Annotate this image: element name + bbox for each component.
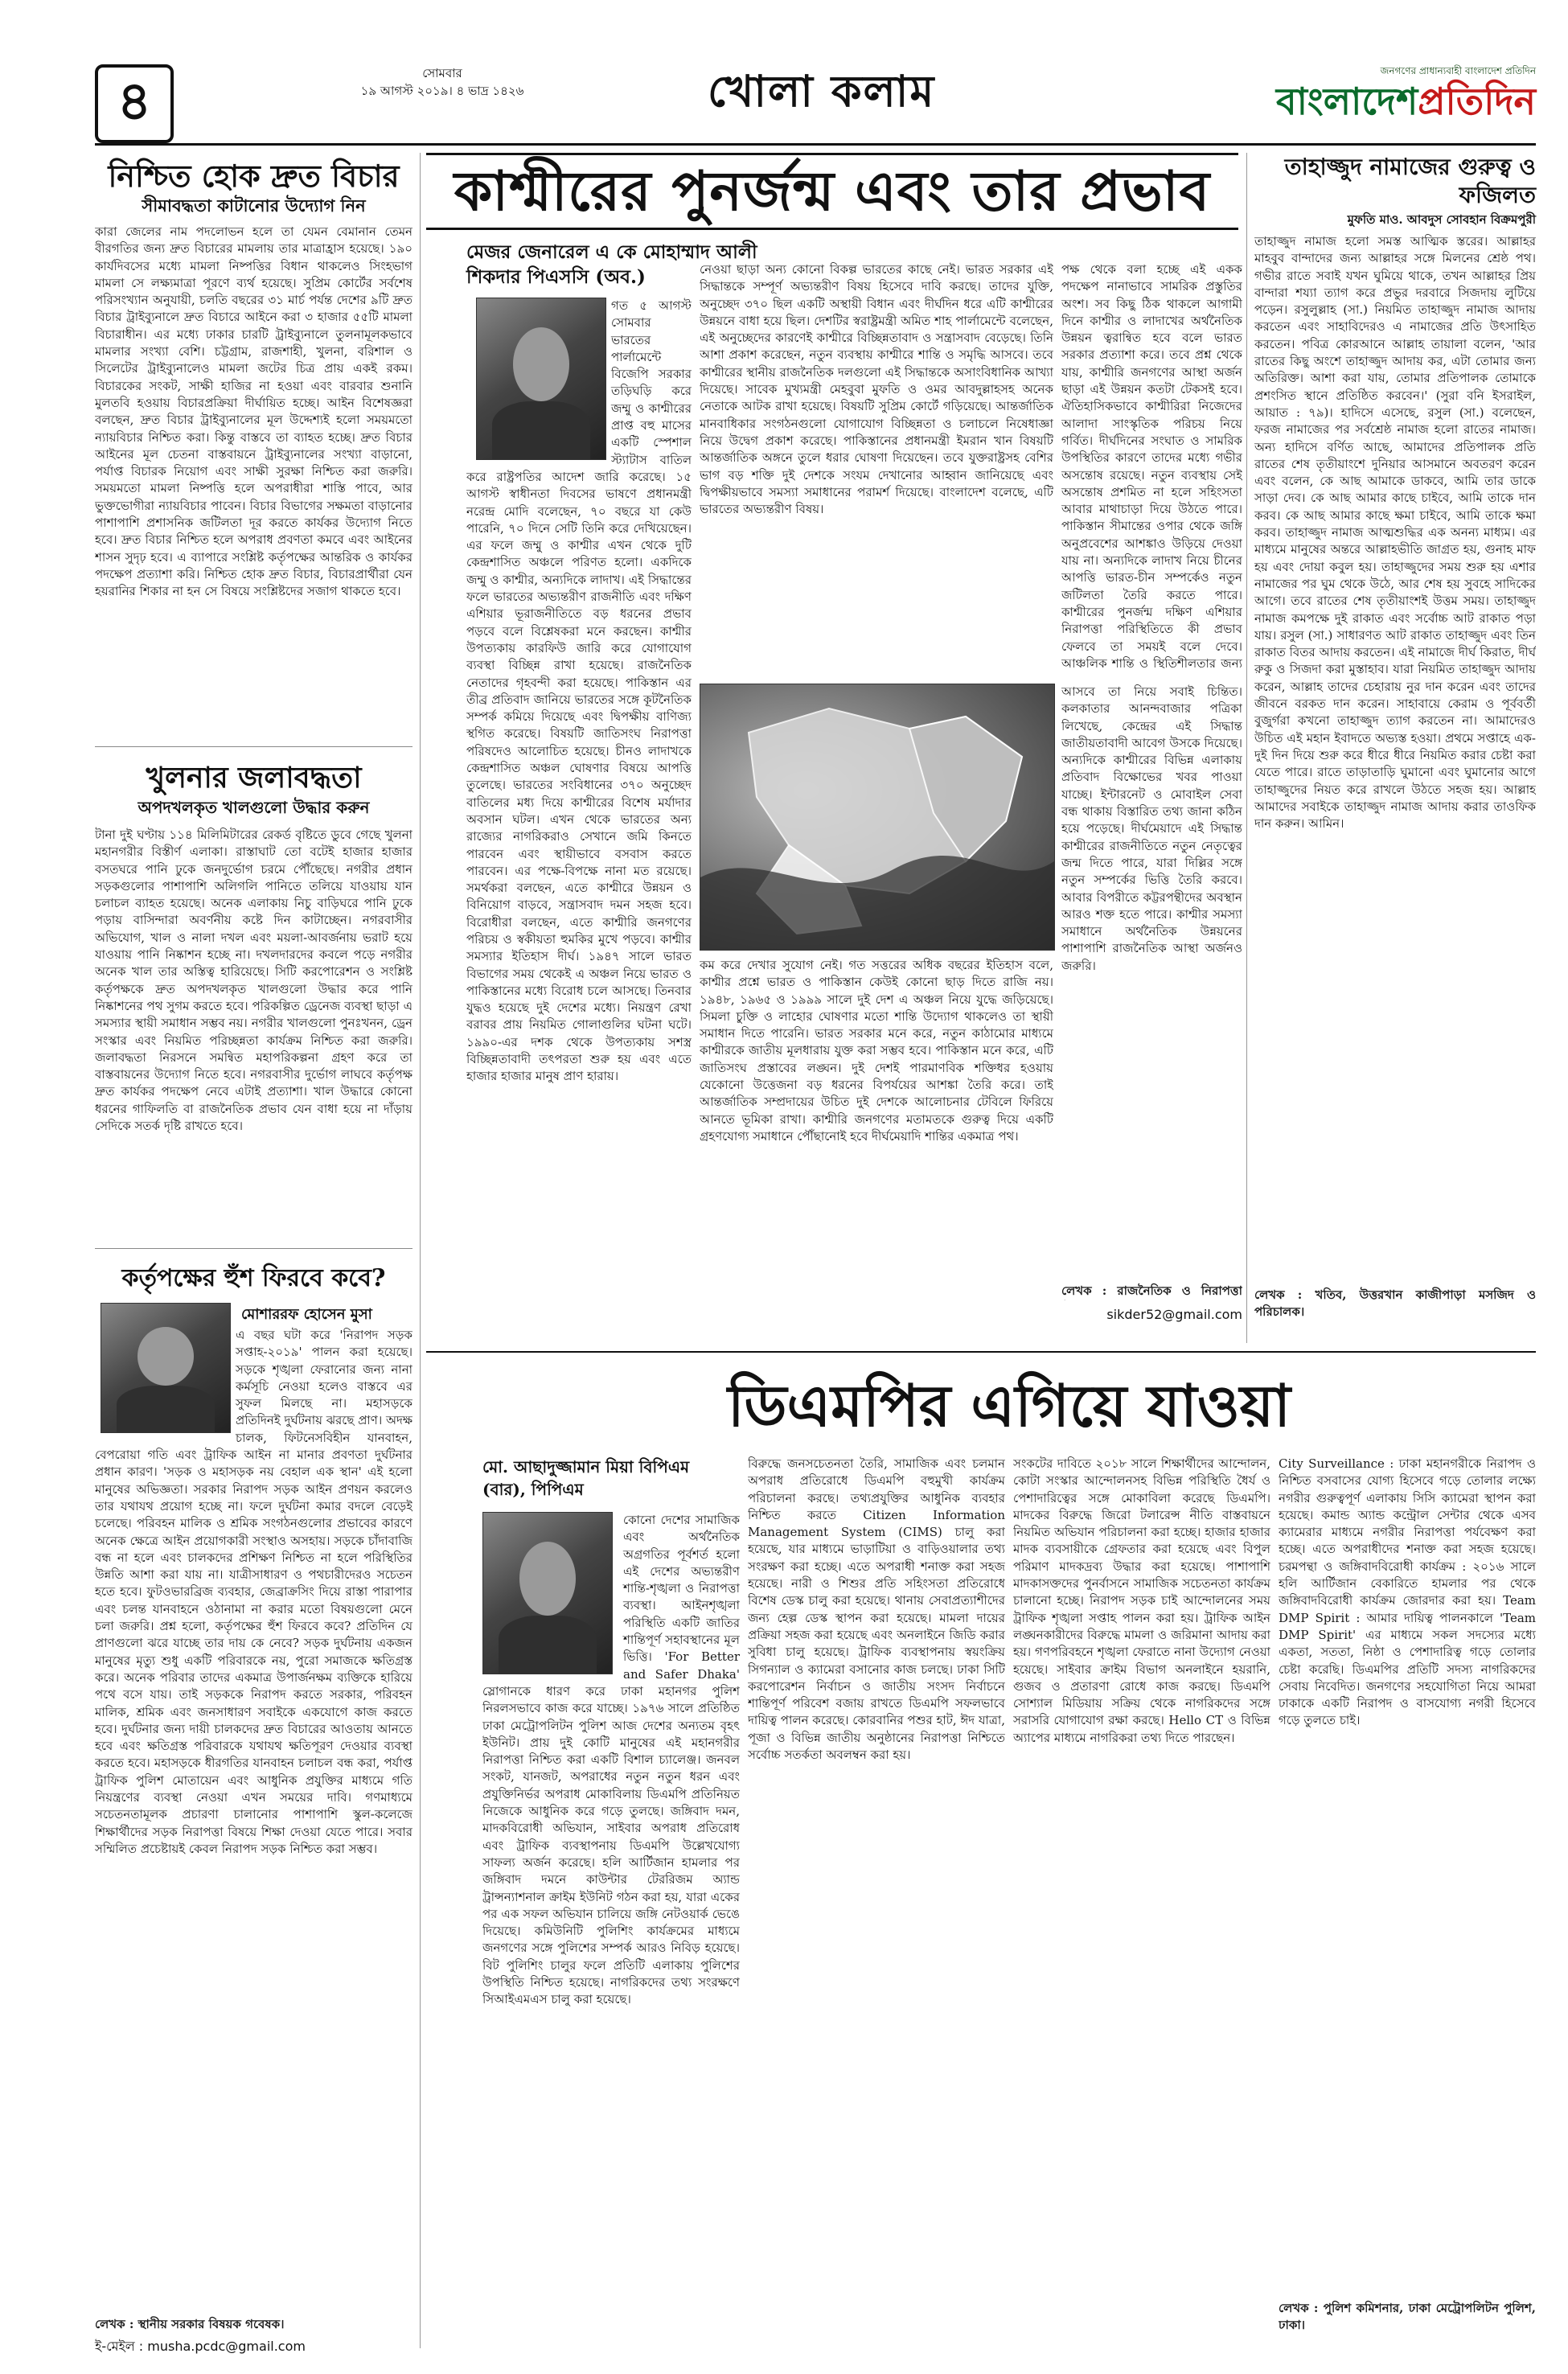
religious-body: তাহাজ্জুদ নামাজ হলো সমস্ত আত্মিক স্তরের। আল্লাহর মাহবুব বান্দাদের জন্য আল্লাহর সঙ্গে মিলনের শ্রেষ্ঠ পথ। গভীর রাতে সবাই যখন ঘুমিয়ে থাকে, তখন আল্লাহর প্রিয় বান্দারা শয্যা ত্যাগ করে প্রভুর দরবারে সিজদায় লুটিয়ে পড়েন। রসুলুল্লাহ (সা.) নিয়মিত তাহাজ্জুদ নামাজ আদায় করতেন এবং সাহাবিদেরও এ নামাজের প্রতি উৎসাহিত করতেন। পবিত্র কোরআনে আল্লাহ তায়ালা বলেন, 'আর রাতের কিছু অংশে তাহাজ্জুদ আদায় কর, এটা তোমার জন্য অতিরিক্ত। আশা করা যায়, তোমার প্রতিপালক তোমাকে প্রশংসিত স্থানে প্রতিষ্ঠিত করবেন।' (সুরা বনি ইসরাইল, আয়াত : ৭৯)। হাদিসে এসেছে, রসুল (সা.) বলেছেন, ফরজ নামাজের পর সর্বশ্রেষ্ঠ নামাজ হলো রাতের নামাজ। অন্য হাদিসে বর্ণিত আছে, আমাদের প্রতিপালক প্রতি রাতের শেষ তৃতীয়াংশে দুনিয়ার আসমানে অবতরণ করেন এবং বলেন, কে আছ আমাকে ডাকবে, আমি তার ডাকে সাড়া দেব। কে আছ আমার কাছে চাইবে, আমি তাকে দান করব। কে আছ আমার কাছে ক্ষমা চাইবে, আমি তাকে ক্ষমা করব। তাহাজ্জুদ নামাজ আত্মশুদ্ধির এক অনন্য মাধ্যম। এর মাধ্যমে মানুষের অন্তরে আল্লাহভীতি জাগ্রত হয়, গুনাহ মাফ হয় এবং দোয়া কবুল হয়। তাহাজ্জুদের সময় শুরু হয় এশার নামাজের পর ঘুম থেকে উঠে, আর শেষ হয় সুবহে সাদিকের আগে। তবে রাতের শেষ তৃতীয়াংশই উত্তম সময়। তাহাজ্জুদ নামাজ কমপক্ষে দুই রাকাত এবং সর্বোচ্চ আট রাকাত পড়া যায়। রসুল (সা.) সাধারণত আট রাকাত তাহাজ্জুদ এবং তিন রাকাত বিতর আদায় করতেন। এই নামাজে দীর্ঘ কিরাত, দীর্ঘ রুকু ও সিজদা করা মুস্তাহাব। যারা নিয়মিত তাহাজ্জুদ আদায় করেন, আল্লাহ তাদের চেহারায় নুর দান করেন এবং তাদের জীবনে বরকত দান করেন। সাহাবায়ে কেরাম ও পূর্ববর্তী বুজুর্গরা কখনো তাহাজ্জুদ ত্যাগ করতেন না। আমাদেরও উচিত এই মহান ইবাদতে অভ্যস্ত হওয়া। প্রথমে সপ্তাহে এক-দুই দিন দিয়ে শুরু করে ধীরে ধীরে নিয়মিত করার চেষ্টা করা যেতে পারে। রাতে তাড়াতাড়ি ঘুমানো এবং ঘুমানোর আগে তাহাজ্জুদের নিয়ত করে রাখলে উঠতে সহজ হয়। আল্লাহ আমাদের সবাইকে তাহাজ্জুদ নামাজ আদায় করার তাওফিক দান করুন। আমিন।	[1254, 234, 1536, 832]
bottom-body-col3: সংকটের দাবিতে ২০১৮ সালে শিক্ষার্থীদের আন্দোলন, কোটা সংস্কার আন্দোলনসহ বিভিন্ন পরিস্থিতি ধৈর্য ও পেশাদারিত্বের সঙ্গে মোকাবিলা করেছে ডিএমপি। মাদকের বিরুদ্ধে জিরো টলারেন্স নীতি বাস্তবায়নে নিয়মিত অভিযান পরিচালনা করা হচ্ছে। হাজার হাজার মাদক ব্যবসায়ীকে গ্রেফতার করা হয়েছে এবং বিপুল পরিমাণ মাদকদ্রব্য উদ্ধার করা হয়েছে। পাশাপাশি মাদকাসক্তদের পুনর্বাসনে সামাজিক সচেতনতা কার্যক্রম চালানো হচ্ছে। নিরাপদ সড়ক চাই আন্দোলনের সময় ট্রাফিক শৃঙ্খলা সপ্তাহ পালন করা হয়। ট্রাফিক আইন লঙ্ঘনকারীদের বিরুদ্ধে মামলা ও জরিমানা আদায় করা হয়। গণপরিবহনে শৃঙ্খলা ফেরাতে নানা উদ্যোগ নেওয়া হয়েছে। সাইবার ক্রাইম বিভাগ অনলাইনে হয়রানি, গুজব ও প্রতারণা রোধে কাজ করছে। ডিএমপি সোশ্যাল মিডিয়ায় সক্রিয় থেকে নাগরিকদের সঙ্গে সরাসরি যোগাযোগ রক্ষা করছে। Hello CT ও বিভিন্ন অ্যাপের মাধ্যমে নাগরিকরা তথ্য দিতে পারছেন।	[1013, 1456, 1270, 1745]
column-rule	[420, 153, 421, 2348]
editorial-1-subtitle: সীমাবদ্ধতা কাটানোর উদ্যোগ নিন	[142, 195, 366, 216]
brand-part2: প্রতিদিন	[1418, 80, 1536, 123]
divider	[95, 746, 413, 747]
page-number: ৪	[95, 64, 174, 143]
editorial-1-body: কারা জেলের নাম পদলোভন হলে তা যেমন বেমানান তেমন বীরগতির জন্য দ্রুত বিচারের মামলায় তার মাত্রাহ্রাস হয়েছে। ১৯০ কার্যদিবসের মধ্যে মামলা নিষ্পত্তির বিধান থাকলেও সিংহভাগ মামলা সে লক্ষ্যমাত্রা পূরণে ব্যর্থ হয়েছে। সুপ্রিম কোর্টের সর্বশেষ পরিসংখ্যান অনুযায়ী, চলতি বছরের ৩১ মার্চ পর্যন্ত দেশের ৯টি দ্রুত বিচার ট্রাইব্যুনালে দ্রুত বিচারে আইনে করা ৩ হাজার ৫৫টি মামলা বিচারাধীন। এর মধ্যে ঢাকার চারটি ট্রাইব্যুনালে তুলনামূলকভাবে মামলার সংখ্যা বেশি। চট্টগ্রাম, রাজশাহী, খুলনা, বরিশাল ও সিলেটের ট্রাইব্যুনালেও মামলা জটের চিত্র প্রায় একই রকম। বিচারকের সংকট, সাক্ষী হাজির না হওয়া এবং বারবার শুনানি মুলতবি হওয়ায় বিচারপ্রক্রিয়া দীর্ঘায়িত হচ্ছে। আইন বিশেষজ্ঞরা বলছেন, দ্রুত বিচার ট্রাইব্যুনালের মূল উদ্দেশ্যই হলো সময়মতো ন্যায়বিচার নিশ্চিত করা। কিন্তু বাস্তবে তা ব্যাহত হচ্ছে। দ্রুত বিচার আইনের মূল চেতনা বাস্তবায়নে ট্রাইব্যুনালের সংখ্যা বাড়ানো, পর্যাপ্ত বিচারক নিয়োগ এবং সাক্ষী সুরক্ষা নিশ্চিত করা জরুরি। সময়মতো মামলা নিষ্পত্তি হলে অপরাধীরা শাস্তি পাবে, আর ভুক্তভোগীরা ন্যায়বিচার পাবেন। বিচার বিভাগের সক্ষমতা বাড়ানোর পাশাপাশি প্রশাসনিক জটিলতা দূর করতে কার্যকর উদ্যোগ নিতে হবে। দ্রুত বিচার নিশ্চিত হলে অপরাধ প্রবণতা কমবে এবং আইনের শাসন সুদৃঢ় হবে। এ ব্যাপারে সংশ্লিষ্ট কর্তৃপক্ষের আন্তরিক ও কার্যকর পদক্ষেপ প্রত্যাশা করি। নিশ্চিত হোক দ্রুত বিচার, বিচারপ্রার্থীরা যেন হয়রানির শিকার না হন সে বিষয়ে সংশ্লিষ্টদের সজাগ থাকতে হবে।	[95, 224, 413, 599]
main-headline: কাশ্মীরের পুনর্জন্ম এবং তার প্রভাব	[426, 153, 1238, 230]
photo-wrap-space	[482, 1512, 623, 1681]
editorial-2-body: টানা দুই ঘণ্টায় ১১৪ মিলিমিটারের রেকর্ড বৃষ্টিতে ডুবে গেছে খুলনা মহানগরীর বিস্তীর্ণ এলাকা। রাস্তাঘাট তো বটেই হাজার হাজার বসতঘরে পানি ঢুকে জনদুর্ভোগ চরমে পৌঁছেছে। নগরীর প্রধান সড়কগুলোর পাশাপাশি অলিগলি পানিতে তলিয়ে যাওয়ায় যান চলাচল ব্যাহত হয়েছে। অনেক এলাকায় নিচু বাড়িঘরে পানি ঢুকে পড়ায় বাসিন্দারা অবর্ণনীয় কষ্টে দিন কাটাচ্ছেন। নগরবাসীর অভিযোগ, খাল ও নালা দখল এবং ময়লা-আবর্জনায় ভরাট হয়ে যাওয়ায় পানি নিষ্কাশন হচ্ছে না। দখলদারদের কবলে পড়ে নগরীর অনেক খাল তার অস্তিত্ব হারিয়েছে। সিটি করপোরেশন ও সংশ্লিষ্ট কর্তৃপক্ষকে দ্রুত অপদখলকৃত খালগুলো উদ্ধার করে পানি নিষ্কাশনের পথ সুগম করতে হবে। পরিকল্পিত ড্রেনেজ ব্যবস্থা ছাড়া এ সমস্যার স্থায়ী সমাধান সম্ভব নয়। নগরীর খালগুলো পুনঃখনন, ড্রেন সংস্কার এবং নিয়মিত পরিচ্ছন্নতা কার্যক্রম নিশ্চিত করা জরুরি। জলাবদ্ধতা নিরসনে সমন্বিত মহাপরিকল্পনা গ্রহণ করে তা বাস্তবায়নের উদ্যোগ নিতে হবে। নগরবাসীর দুর্ভোগ লাঘবে কর্তৃপক্ষ দ্রুত কার্যকর পদক্ষেপ নেবে এটাই প্রত্যাশা। খাল উদ্ধারে কোনো ধরনের গাফিলতি বা রাজনৈতিক প্রভাব যেন বাধা হয়ে না দাঁড়ায় সেদিকে সতর্ক দৃষ্টি রাখতে হবে।	[95, 828, 413, 1134]
photo-wrap-space	[95, 1327, 236, 1440]
main-author: মেজর জেনারেল এ কে মোহাম্মাদ আলী শিকদার পিএসসি (অব.)	[466, 241, 757, 289]
bottom-headline: ডিএমপির এগিয়ে যাওয়া	[727, 1371, 1291, 1440]
section-divider	[426, 1351, 1536, 1353]
brand-tagline: জনগণের প্রাধান্যবাহী বাংলাদেশ প্রতিদিন	[1380, 65, 1536, 76]
main-body-col4: কম করে দেখার সুযোগ নেই। গত সত্তরের অধিক বছরের ইতিহাস বলে, কাশ্মীর প্রশ্নে ভারত ও পাকিস্তান কেউই কোনো ছাড় দিতে রাজি নয়। ১৯৪৮, ১৯৬৫ ও ১৯৯৯ সালে দুই দেশ এ অঞ্চল নিয়ে যুদ্ধে জড়িয়েছে। সিমলা চুক্তি ও লাহোর ঘোষণার মতো শান্তি উদ্যোগ থাকলেও তা স্থায়ী সমাধান দিতে পারেনি। ভারত সরকার মনে করে, নতুন কাঠামোর মাধ্যমে কাশ্মীরকে জাতীয় মূলধারায় যুক্ত করা সম্ভব হবে। পাকিস্তান মনে করে, এটি জাতিসংঘ প্রস্তাবের লঙ্ঘন। দুই দেশই পারমাণবিক শক্তিধর হওয়ায় যেকোনো উত্তেজনা বড় ধরনের বিপর্যয়ের আশঙ্কা তৈরি করে। তাই আন্তর্জাতিক সম্প্রদায়ের উচিত দুই দেশকে আলোচনার টেবিলে ফিরিয়ে আনতে ভূমিকা রাখা। কাশ্মীরি জনগণের মতামতকে গুরুত্ব দিয়ে একটি গ্রহণযোগ্য সমাধানে পৌঁছানোই হবে দীর্ঘমেয়াদি শান্তির একমাত্র পথ।	[700, 958, 1053, 1144]
main-body-col1-text: গত ৫ আগস্ট সোমবার ভারতের পার্লামেন্টে বিজেপি সরকার তড়িঘড়ি করে জম্মু ও কাশ্মীরের প্রাপ্ত বহু মাসের একটি স্পেশাল স্ট্যাটাস বাতিল করে রাষ্ট্রপতির আদেশ জারি করেছে। ১৫ আগস্ট স্বাধীনতা দিবসের ভাষণে প্রধানমন্ত্রী নরেন্দ্র মোদি বলেছেন, ৭০ বছরে যা কেউ পারেনি, ৭০ দিনে সেটি তিনি করে দেখিয়েছেন। এর ফলে জম্মু ও কাশ্মীর এখন থেকে দুটি কেন্দ্রশাসিত অঞ্চলে পরিণত হলো। একদিকে জম্মু ও কাশ্মীর, অন্যদিকে লাদাখ। এই সিদ্ধান্তের ফলে ভারতের অভ্যন্তরীণ রাজনীতি এবং দক্ষিণ এশিয়ার ভূরাজনীতিতে বড় ধরনের প্রভাব পড়বে বলে বিশ্লেষকরা মনে করছেন। কাশ্মীর উপত্যকায় কারফিউ জারি করে যোগাযোগ ব্যবস্থা বিচ্ছিন্ন রাখা হয়েছে। রাজনৈতিক নেতাদের গৃহবন্দী করা হয়েছে। পাকিস্তান এর তীব্র প্রতিবাদ জানিয়ে ভারতের সঙ্গে কূটনৈতিক সম্পর্ক কমিয়ে দিয়েছে এবং দ্বিপক্ষীয় বাণিজ্য স্থগিত করেছে। বিষয়টি জাতিসংঘ নিরাপত্তা পরিষদেও আলোচিত হয়েছে। চীনও লাদাখকে কেন্দ্রশাসিত অঞ্চল ঘোষণার বিষয়ে আপত্তি তুলেছে। ভারতের সংবিধানের ৩৭০ অনুচ্ছেদ বাতিলের মধ্য দিয়ে কাশ্মীরের বিশেষ মর্যাদার অবসান ঘটল। এখন থেকে ভারতের অন্য রাজ্যের নাগরিকরাও সেখানে জমি কিনতে পারবেন এবং স্থায়ীভাবে বসবাস করতে পারবেন। এর পক্ষে-বিপক্ষে নানা মত রয়েছে। সমর্থকরা বলছেন, এতে কাশ্মীরে উন্নয়ন ও বিনিয়োগ বাড়বে, সন্ত্রাসবাদ দমন সহজ হবে। বিরোধীরা বলছেন, এতে কাশ্মীরি জনগণের পরিচয় ও স্বকীয়তা হুমকির মুখে পড়বে। কাশ্মীর সমস্যার ইতিহাস দীর্ঘ। ১৯৪৭ সালে ভারত বিভাগের সময় থেকেই এ অঞ্চল নিয়ে ভারত ও পাকিস্তানের মধ্যে বিরোধ চলে আসছে। তিনবার যুদ্ধও হয়েছে দুই দেশের মধ্যে। নিয়ন্ত্রণ রেখা বরাবর প্রায় নিয়মিত গোলাগুলির ঘটনা ঘটে। ১৯৯০-এর দশক থেকে উপত্যকায় সশস্ত্র বিচ্ছিন্নতাবাদী তৎপরতা শুরু হয় এবং এতে হাজার হাজার মানুষ প্রাণ হারায়।	[466, 298, 692, 1084]
main-body-col5: আসবে তা নিয়ে সবাই চিন্তিত। কলকাতার আনন্দবাজার পত্রিকা লিখেছে, কেন্দ্রের এই সিদ্ধান্ত জাতীয়তাবাদী আবেগ উসকে দিয়েছে। অন্যদিকে কাশ্মীরের বিভিন্ন এলাকায় প্রতিবাদ বিক্ষোভের খবর পাওয়া যাচ্ছে। ইন্টারনেট ও মোবাইল সেবা বন্ধ থাকায় বিস্তারিত তথ্য জানা কঠিন হয়ে পড়েছে। দীর্ঘমেয়াদে এই সিদ্ধান্ত কাশ্মীরের রাজনীতিতে নতুন নেতৃত্বের জন্ম দিতে পারে, যারা দিল্লির সঙ্গে নতুন সম্পর্কের ভিত্তি তৈরি করবে। আবার বিপরীতে কট্টরপন্থীদের অবস্থান আরও শক্ত হতে পারে। কাশ্মীর সমস্যা সমাধানে অর্থনৈতিক উন্নয়নের পাশাপাশি রাজনৈতিক আস্থা অর্জনও জরুরি।	[1061, 684, 1242, 973]
photo-wrap-space	[466, 298, 611, 466]
editorial-2-subtitle: অপদখলকৃত খালগুলো উদ্ধার করুন	[138, 798, 370, 817]
main-email: sikder52@gmail.com	[1106, 1307, 1242, 1322]
section-title: খোলা কলাম	[708, 65, 936, 117]
bottom-body-col2: বিরুদ্ধে জনসচেতনতা তৈরি, সামাজিক এবং চলমান অপরাধ প্রতিরোধে ডিএমপি বহুমুখী কার্যক্রম পরিচালনা করছে। তথ্যপ্রযুক্তির আধুনিক ব্যবহার নিশ্চিত করতে Citizen Information Management System (CIMS) চালু করা হয়েছে, যার মাধ্যমে ভাড়াটিয়া ও বাড়িওয়ালার তথ্য সংরক্ষণ করা হচ্ছে। এতে অপরাধী শনাক্ত করা সহজ হয়েছে। নারী ও শিশুর প্রতি সহিংসতা প্রতিরোধে বিশেষ ডেস্ক চালু করা হয়েছে। থানায় সেবাপ্রত্যাশীদের জন্য হেল্প ডেস্ক স্থাপন করা হয়েছে। মামলা দায়ের প্রক্রিয়া সহজ করা হয়েছে এবং অনলাইনে জিডি করার সুবিধা চালু হয়েছে। ট্রাফিক ব্যবস্থাপনায় স্বয়ংক্রিয় সিগন্যাল ও ক্যামেরা বসানোর কাজ চলছে। ঢাকা সিটি করপোরেশন নির্বাচন ও জাতীয় সংসদ নির্বাচনে শান্তিপূর্ণ পরিবেশ বজায় রাখতে ডিএমপি সফলভাবে দায়িত্ব পালন করেছে। কোরবানির পশুর হাট, ঈদ যাত্রা, পূজা ও বিভিন্ন জাতীয় অনুষ্ঠানের নিরাপত্তা নিশ্চিতে সর্বোচ্চ সতর্কতা অবলম্বন করা হয়।	[748, 1456, 1005, 1763]
main-body-col3: পক্ষ থেকে বলা হচ্ছে এই একক পদক্ষেপ নানাভাবে সামরিক প্রস্তুতির অংশ। সব কিছু ঠিক থাকলে আগামী দিনে কাশ্মীর ও লাদাখের অর্থনৈতিক উন্নয়ন ত্বরান্বিত হবে বলে ভারত সরকার প্রত্যাশা করে। তবে প্রশ্ন থেকে যায়, কাশ্মীরি জনগণের আস্থা অর্জন ছাড়া এই উন্নয়ন কতটা টেকসই হবে। ঐতিহাসিকভাবে কাশ্মীরিরা নিজেদের আলাদা সাংস্কৃতিক পরিচয় নিয়ে গর্বিত। দীর্ঘদিনের সংঘাত ও সামরিক উপস্থিতির কারণে তাদের মধ্যে গভীর অসন্তোষ রয়েছে। নতুন ব্যবস্থায় সেই অসন্তোষ প্রশমিত না হলে সহিংসতা আবার মাথাচাড়া দিয়ে উঠতে পারে। পাকিস্তান সীমান্তের ওপার থেকে জঙ্গি অনুপ্রবেশের আশঙ্কাও উড়িয়ে দেওয়া যায় না। অন্যদিকে লাদাখ নিয়ে চীনের আপত্তি ভারত-চীন সম্পর্কেও নতুন জটিলতা তৈরি করতে পারে। কাশ্মীরের পুনর্জন্ম দক্ষিণ এশিয়ার নিরাপত্তা পরিস্থিতিতে কী প্রভাব ফেলবে তা সময়ই বলে দেবে। আঞ্চলিক শান্তি ও স্থিতিশীলতার জন্য	[1061, 262, 1242, 671]
letter-email: ই-মেইল : musha.pcdc@gmail.com	[95, 2339, 306, 2354]
main-body-col1	[466, 298, 692, 1335]
kashmir-map-image	[700, 684, 1055, 951]
letter-footer: লেখক : স্থানীয় সরকার বিষয়ক গবেষক।	[95, 2317, 285, 2331]
letter-body	[95, 1327, 413, 2312]
editorial-2-title: খুলনার জলাবদ্ধতা	[146, 761, 362, 795]
main-footer: লেখক : রাজনৈতিক ও নিরাপত্তা	[1061, 1284, 1242, 1298]
column-rule	[1246, 153, 1247, 1343]
editorial-1-title: নিশ্চিত হোক দ্রুত বিচার	[108, 158, 400, 194]
religious-author: মুফতি মাও. আবদুস সোবহান বিক্রমপুরী	[1347, 212, 1536, 227]
day-label: সোমবার	[422, 66, 462, 80]
letter-author: মোশাররফ হোসেন মুসা	[241, 1306, 372, 1323]
bottom-body-col1	[482, 1512, 740, 2332]
bottom-body-col1-text: কোনো দেশের সামাজিক এবং অর্থনৈতিক অগ্রগতির পূর্বশর্ত হলো এই দেশের অভ্যন্তরীণ শান্তি-শৃঙ্খলা ও নিরাপত্তা ব্যবস্থা। আইনশৃঙ্খলা পরিস্থিতি একটি জাতির শান্তিপূর্ণ সহাবস্থানের মূল ভিত্তি। 'For Better and Safer Dhaka' স্লোগানকে ধারণ করে ঢাকা মহানগর পুলিশ নিরলসভাবে কাজ করে যাচ্ছে। ১৯৭৬ সালে প্রতিষ্ঠিত ঢাকা মেট্রোপলিটন পুলিশ আজ দেশের অন্যতম বৃহৎ ইউনিট। প্রায় দুই কোটি মানুষের এই মহানগরীর নিরাপত্তা নিশ্চিত করা একটি বিশাল চ্যালেঞ্জ। জনবল সংকট, যানজট, অপরাধের নতুন নতুন ধরন এবং প্রযুক্তিনির্ভর অপরাধ মোকাবিলায় ডিএমপি প্রতিনিয়ত নিজেকে আধুনিক করে গড়ে তুলছে। জঙ্গিবাদ দমন, মাদকবিরোধী অভিযান, সাইবার অপরাধ প্রতিরোধ এবং ট্রাফিক ব্যবস্থাপনায় ডিএমপি উল্লেখযোগ্য সাফল্য অর্জন করেছে। হলি আর্টিজান হামলার পর জঙ্গিবাদ দমনে কাউন্টার টেররিজম অ্যান্ড ট্রান্সন্যাশনাল ক্রাইম ইউনিট গঠন করা হয়, যারা একের পর এক সফল অভিযান চালিয়ে জঙ্গি নেটওয়ার্ক ভেঙে দিয়েছে। কমিউনিটি পুলিশিং কার্যক্রমের মাধ্যমে জনগণের সঙ্গে পুলিশের সম্পর্ক আরও নিবিড় হয়েছে। বিট পুলিশিং চালুর ফলে প্রতিটি এলাকায় পুলিশের উপস্থিতি নিশ্চিত হয়েছে। নাগরিকদের তথ্য সংরক্ষণে সিআইএমএস চালু করা হয়েছে।	[482, 1513, 740, 2007]
map-graphic	[700, 684, 1054, 950]
letter-body-text: এ বছর ঘটা করে 'নিরাপদ সড়ক সপ্তাহ-২০১৯' পালন করা হয়েছে। সড়কে শৃঙ্খলা ফেরানোর জন্য নানা কর্মসূচি নেওয়া হলেও বাস্তবে এর সুফল মিলছে না। মহাসড়কে প্রতিদিনই দুর্ঘটনায় ঝরছে প্রাণ। অদক্ষ চালক, ফিটনেসবিহীন যানবাহন, বেপরোয়া গতি এবং ট্রাফিক আইন না মানার প্রবণতা দুর্ঘটনার প্রধান কারণ। 'সড়ক ও মহাসড়ক নয় বেহাল এক স্থান' এই হলো মানুষের অভিজ্ঞতা। সরকার নিরাপদ সড়ক আইন প্রণয়ন করলেও তার যথাযথ প্রয়োগ হচ্ছে না। ফলে দুর্ঘটনা কমার বদলে বেড়েই চলেছে। পরিবহন মালিক ও শ্রমিক সংগঠনগুলোর প্রভাবের কারণে অনেক ক্ষেত্রে আইন প্রয়োগকারী সংস্থাও অসহায়। সড়কে চাঁদাবাজি বন্ধ না হলে এবং চালকদের প্রশিক্ষণ নিশ্চিত না হলে পরিস্থিতির উন্নতি আশা করা যায় না। যাত্রীসাধারণ ও পথচারীদেরও সচেতন হতে হবে। ফুটওভারব্রিজ ব্যবহার, জেব্রাক্রসিং দিয়ে রাস্তা পারাপার এবং চলন্ত যানবাহনে ওঠানামা না করার মতো বিষয়গুলো মেনে চলা জরুরি। প্রশ্ন হলো, কর্তৃপক্ষের হুঁশ ফিরবে কবে? প্রতিদিন যে প্রাণগুলো ঝরে যাচ্ছে তার দায় কে নেবে? সড়ক দুর্ঘটনায় একজন মানুষের মৃত্যু শুধু একটি পরিবারকে নয়, পুরো সমাজকে ক্ষতিগ্রস্ত করে। অনেক পরিবার তাদের একমাত্র উপার্জনক্ষম ব্যক্তিকে হারিয়ে পথে বসে যায়। তাই সড়ককে নিরাপদ করতে সরকার, পরিবহন মালিক, শ্রমিক এবং জনসাধারণ সবাইকে একযোগে কাজ করতে হবে। দুর্ঘটনার জন্য দায়ী চালকদের দ্রুত বিচারের আওতায় আনতে হবে এবং ক্ষতিগ্রস্ত পরিবারকে যথাযথ ক্ষতিপূরণ দেওয়ার ব্যবস্থা করতে হবে। মহাসড়কে ধীরগতির যানবাহন চলাচল বন্ধ করা, পর্যাপ্ত ট্রাফিক পুলিশ মোতায়েন এবং আধুনিক প্রযুক্তির মাধ্যমে গতি নিয়ন্ত্রণের ব্যবস্থা নেওয়া এখন সময়ের দাবি। গণমাধ্যমে সচেতনতামূলক প্রচারণা চালানোর পাশাপাশি স্কুল-কলেজে শিক্ষার্থীদের সড়ক নিরাপত্তা বিষয়ে শিক্ষা দেওয়া যেতে পারে। সবার সম্মিলিত প্রচেষ্টায়ই কেবল নিরাপদ সড়ক নিশ্চিত করা সম্ভব।	[95, 1328, 413, 1856]
bottom-footer: লেখক : পুলিশ কমিশনার, ঢাকা মেট্রোপলিটন পুলিশ, ঢাকা।	[1279, 2301, 1536, 2333]
divider	[95, 1248, 413, 1249]
religious-footer: লেখক : খতিব, উত্তরখান কাজীপাড়া মসজিদ ও পরিচালক।	[1254, 1288, 1536, 1320]
newspaper-logo	[1276, 74, 1536, 135]
header-rule	[95, 143, 1536, 146]
date-label: ১৯ আগস্ট ২০১৯। ৪ ভাদ্র ১৪২৬	[360, 84, 524, 98]
dateline	[322, 64, 563, 100]
main-body-col2: নেওয়া ছাড়া অন্য কোনো বিকল্প ভারতের কাছে নেই। ভারত সরকার এই সিদ্ধান্তকে সম্পূর্ণ অভ্যন্তরীণ বিষয় হিসেবে দাবি করছে। তাদের যুক্তি, অনুচ্ছেদ ৩৭০ ছিল একটি অস্থায়ী বিধান এবং দীর্ঘদিন ধরে এটি কাশ্মীরের উন্নয়নে বাধা হয়ে ছিল। দেশটির স্বরাষ্ট্রমন্ত্রী অমিত শাহ পার্লামেন্টে বলেছেন, এই অনুচ্ছেদের কারণেই কাশ্মীরে বিচ্ছিন্নতাবাদ ও সন্ত্রাসবাদ বেড়েছে। তিনি আশা প্রকাশ করেছেন, নতুন ব্যবস্থায় কাশ্মীরে শান্তি ও সমৃদ্ধি আসবে। তবে কাশ্মীরের স্থানীয় রাজনৈতিক দলগুলো এই সিদ্ধান্তকে অসাংবিধানিক আখ্যা দিয়েছে। সাবেক মুখ্যমন্ত্রী মেহবুবা মুফতি ও ওমর আবদুল্লাহসহ অনেক নেতাকে আটক রাখা হয়েছে। বিষয়টি সুপ্রিম কোর্টে গড়িয়েছে। আন্তর্জাতিক মানবাধিকার সংগঠনগুলো যোগাযোগ বিচ্ছিন্নতা ও চলাচলে নিষেধাজ্ঞা নিয়ে উদ্বেগ প্রকাশ করেছে। পাকিস্তানের প্রধানমন্ত্রী ইমরান খান বিষয়টি আন্তর্জাতিক অঙ্গনে তুলে ধরার ঘোষণা দিয়েছেন। তবে যুক্তরাষ্ট্রসহ বেশির ভাগ বড় শক্তি দুই দেশকে সংযম দেখানোর আহ্বান জানিয়েছে এবং দ্বিপক্ষীয়ভাবে সমস্যা সমাধানের পরামর্শ দিয়েছে। বাংলাদেশ বলেছে, এটি ভারতের অভ্যন্তরীণ বিষয়।	[700, 262, 1053, 517]
bottom-author: মো. আছাদুজ্জামান মিয়া বিপিএম (বার), পিপিএম	[482, 1457, 690, 1499]
letter-title: কর্তৃপক্ষের হুঁশ ফিরবে কবে?	[121, 1264, 386, 1292]
bottom-body-col4: City Surveillance : ঢাকা মহানগরীকে নিরাপদ ও নিশ্চিত বসবাসের যোগ্য হিসেবে গড়ে তোলার লক্ষ্যে নগরীর গুরুত্বপূর্ণ এলাকায় সিসি ক্যামেরা স্থাপন করা হয়েছে। কমান্ড অ্যান্ড কন্ট্রোল সেন্টার থেকে এসব ক্যামেরার মাধ্যমে নগরীর নিরাপত্তা পর্যবেক্ষণ করা হচ্ছে। এতে অপরাধীদের শনাক্ত করা সহজ হয়েছে। চরমপন্থা ও জঙ্গিবাদবিরোধী কার্যক্রম : ২০১৬ সালে হলি আর্টিজান বেকারিতে হামলার পর থেকে জঙ্গিবাদবিরোধী কার্যক্রম জোরদার করা হয়। Team DMP Spirit : আমার দায়িত্ব পালনকালে 'Team DMP Spirit' এর মাধ্যমে সকল সদস্যের মধ্যে একতা, সততা, নিষ্ঠা ও পেশাদারিত্ব গড়ে তোলার চেষ্টা করেছি। ডিএমপির প্রতিটি সদস্য নাগরিকদের সেবায় নিবেদিত। জনগণের সহযোগিতা নিয়ে আমরা ঢাকাকে একটি নিরাপদ ও বাসযোগ্য নগরী হিসেবে গড়ে তুলতে চাই।	[1279, 1456, 1536, 1728]
religious-title: তাহাজ্জুদ নামাজের গুরুত্ব ও ফজিলত	[1284, 154, 1536, 208]
brand-part1: বাংলাদেশ	[1275, 80, 1418, 123]
